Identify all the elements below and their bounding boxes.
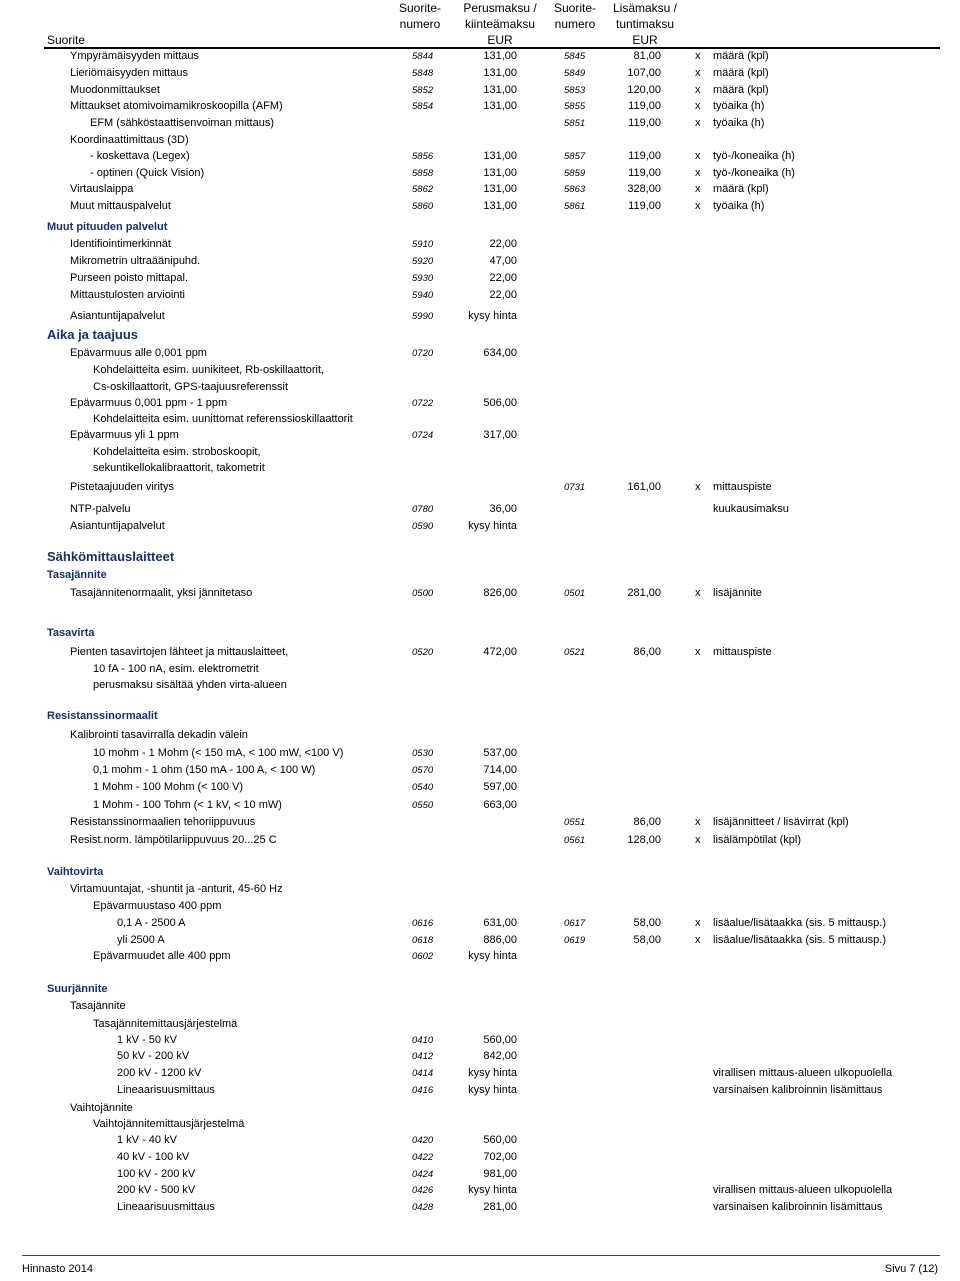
- table-row: [0, 727, 960, 744]
- row-base-price: 714,00: [483, 764, 517, 776]
- row-label: Asiantuntijapalvelut: [70, 310, 165, 322]
- row-multiplier: x: [695, 816, 701, 828]
- row-code-extra: 5859: [564, 168, 586, 179]
- table-row: [0, 181, 960, 198]
- row-multiplier: x: [695, 84, 701, 96]
- table-row: [0, 98, 960, 115]
- table-row: [0, 82, 960, 99]
- row-label: 10 mohm - 1 Mohm (< 150 mA, < 100 mW, <100 V): [93, 747, 344, 759]
- row-label: - koskettava (Legex): [90, 150, 190, 162]
- table-row: [0, 832, 960, 849]
- row-label: 0,1 A - 2500 A: [117, 917, 186, 929]
- row-label: Muodonmittaukset: [70, 84, 160, 96]
- row-unit: virallisen mittaus-alueen ulkopuolella: [713, 1184, 893, 1196]
- section-resistanssinormaalit: Resistanssinormaalit: [47, 710, 158, 722]
- row-label: Pienten tasavirtojen lähteet ja mittauslaitteet,: [70, 646, 289, 658]
- table-row: [0, 411, 960, 428]
- row-base-price: 47,00: [489, 255, 517, 267]
- table-row: [0, 814, 960, 831]
- table-row: [0, 644, 960, 661]
- row-code-base: 0780: [412, 504, 434, 515]
- row-base-price: 22,00: [489, 238, 517, 250]
- row-code-base: 0414: [412, 1068, 434, 1079]
- row-extra-price: 107,00: [627, 67, 661, 79]
- row-code-base: 0724: [412, 430, 434, 441]
- row-code-base: 5860: [412, 201, 434, 212]
- row-extra-price: 120,00: [627, 84, 661, 96]
- row-code-base: 0420: [412, 1135, 434, 1146]
- row-code-extra: 5849: [564, 68, 586, 79]
- section-tasavirta: Tasavirta: [47, 627, 95, 639]
- row-base-price: 506,00: [483, 397, 517, 409]
- row-base-price: kysy hinta: [468, 520, 517, 532]
- row-base-price: 886,00: [483, 934, 517, 946]
- row-code-extra: 5861: [564, 201, 586, 212]
- row-label: Pistetaajuuden viritys: [70, 481, 174, 493]
- table-row: [0, 585, 960, 602]
- row-extra-price: 119,00: [628, 200, 661, 212]
- row-extra-price: 328,00: [627, 183, 661, 195]
- row-code-base: 5940: [412, 290, 434, 301]
- row-unit: lisälämpötilat (kpl): [713, 834, 802, 846]
- row-code-base: 0602: [412, 951, 434, 962]
- section-tasajannite: Tasajännite: [47, 569, 107, 581]
- table-row: [0, 881, 960, 898]
- row-base-price: 981,00: [483, 1168, 517, 1180]
- row-code-base: 0618: [412, 935, 434, 946]
- row-unit: lisäalue/lisätaakka (sis. 5 mittausp.): [713, 917, 887, 929]
- row-code-base: 0500: [412, 588, 434, 599]
- row-base-price: 131,00: [483, 150, 517, 162]
- row-unit: määrä (kpl): [713, 50, 769, 62]
- row-base-price: 317,00: [483, 429, 517, 441]
- row-code-base: 5862: [412, 184, 434, 195]
- row-code-base: 0416: [412, 1085, 434, 1096]
- row-unit: työaika (h): [713, 200, 765, 212]
- table-row: [0, 362, 960, 379]
- row-extra-price: 58,00: [633, 934, 661, 946]
- col-header-code1-line1: Suorite-: [398, 1, 442, 15]
- row-label: Identifiointimerkinnät: [70, 238, 171, 250]
- table-row: [0, 236, 960, 253]
- row-base-price: 36,00: [489, 503, 517, 515]
- footer-divider: [22, 1255, 940, 1256]
- row-unit: virallisen mittaus-alueen ulkopuolella: [713, 1067, 893, 1079]
- row-label: 10 fA - 100 nA, esim. elektrometrit: [93, 663, 259, 675]
- row-code-base: 0520: [412, 647, 434, 658]
- row-label: Epävarmuudet alle 400 ppm: [93, 950, 231, 962]
- row-code-base: 5910: [412, 239, 434, 250]
- table-row: [0, 1100, 960, 1117]
- table-row: [0, 1116, 960, 1133]
- row-code-extra: 0731: [564, 482, 586, 493]
- row-label: Resistanssinormaalien tehoriippuvuus: [70, 816, 256, 828]
- table-row: [0, 395, 960, 412]
- row-label: 1 Mohm - 100 Mohm (< 100 V): [93, 781, 244, 793]
- row-extra-price: 281,00: [627, 587, 661, 599]
- row-multiplier: x: [695, 183, 701, 195]
- row-label: 0,1 mohm - 1 ohm (150 mA - 100 A, < 100 W): [93, 764, 316, 776]
- row-code-base: 0720: [412, 348, 434, 359]
- col-header-code1-line2: numero: [399, 17, 441, 31]
- row-base-price: 631,00: [483, 917, 517, 929]
- row-extra-price: 86,00: [633, 646, 661, 658]
- row-label: Virtauslaippa: [70, 183, 134, 195]
- row-label: Kohdelaitteita esim. stroboskoopit,: [93, 446, 261, 458]
- table-row: [0, 677, 960, 694]
- row-label: 40 kV - 100 kV: [117, 1151, 190, 1163]
- row-label: perusmaksu sisältää yhden virta-alueen: [93, 679, 287, 691]
- row-unit: lisäjännite: [713, 587, 762, 599]
- row-code-base: 5852: [412, 85, 434, 96]
- row-unit: varsinaisen kalibroinnin lisämittaus: [713, 1201, 883, 1213]
- table-row: [0, 797, 960, 814]
- row-code-extra: 0619: [564, 935, 586, 946]
- row-code-extra: 5853: [564, 85, 586, 96]
- row-base-price: 131,00: [483, 100, 517, 112]
- row-multiplier: x: [695, 150, 701, 162]
- table-row: [0, 270, 960, 287]
- table-row: [0, 460, 960, 477]
- row-multiplier: x: [695, 200, 701, 212]
- row-code-base: 0412: [412, 1051, 434, 1062]
- row-label: Mittaukset atomivoimamikroskoopilla (AFM): [70, 100, 283, 112]
- row-multiplier: x: [695, 834, 701, 846]
- row-unit: varsinaisen kalibroinnin lisämittaus: [713, 1084, 883, 1096]
- row-base-price: 131,00: [483, 50, 517, 62]
- table-row: [0, 287, 960, 304]
- col-header-code2-line2: numero: [554, 17, 596, 31]
- row-code-base: 0550: [412, 800, 434, 811]
- row-extra-price: 119,00: [628, 167, 661, 179]
- table-row: [0, 898, 960, 915]
- row-label: EFM (sähköstaattisenvoiman mittaus): [90, 117, 275, 129]
- row-unit: työ-/koneaika (h): [713, 150, 795, 162]
- table-row: [0, 65, 960, 82]
- row-code-base: 0616: [412, 918, 434, 929]
- row-code-base: 0426: [412, 1185, 434, 1196]
- row-code-base: 0590: [412, 521, 434, 532]
- row-label: 50 kV - 200 kV: [117, 1050, 190, 1062]
- col-header-extra-price: [600, 0, 690, 48]
- row-base-price: 131,00: [483, 200, 517, 212]
- row-base-price: 537,00: [483, 747, 517, 759]
- row-code-base: 0410: [412, 1035, 434, 1046]
- row-base-price: 560,00: [483, 1034, 517, 1046]
- row-base-price: kysy hinta: [468, 1084, 517, 1096]
- row-unit: mittauspiste: [713, 481, 772, 493]
- row-extra-price: 119,00: [628, 150, 661, 162]
- col-header-code2-line1: Suorite-: [553, 1, 597, 15]
- row-unit: mittauspiste: [713, 646, 772, 658]
- row-label: Vaihtojännite: [70, 1102, 133, 1114]
- table-row: [0, 132, 960, 149]
- table-row: [0, 115, 960, 132]
- row-label: Muut mittauspalvelut: [70, 200, 171, 212]
- row-code-extra: 0501: [564, 588, 586, 599]
- row-code-extra: 5851: [564, 118, 586, 129]
- section-muut-pituuden-palvelut: Muut pituuden palvelut: [47, 221, 168, 233]
- table-row: [0, 1166, 960, 1183]
- row-label: - optinen (Quick Vision): [90, 167, 205, 179]
- row-multiplier: x: [695, 67, 701, 79]
- row-base-price: kysy hinta: [468, 950, 517, 962]
- row-multiplier: x: [695, 117, 701, 129]
- col-header-code1: [385, 0, 455, 32]
- table-row: [0, 998, 960, 1015]
- table-row: [0, 1048, 960, 1065]
- row-label: Kalibrointi tasavirralla dekadin välein: [70, 729, 248, 741]
- table-row: [0, 762, 960, 779]
- col-header-base-price-line2: kiinteämaksu: [464, 17, 536, 31]
- table-row: [0, 379, 960, 396]
- col-header-suorite: Suorite: [47, 33, 86, 47]
- row-label: Purseen poisto mittapal.: [70, 272, 189, 284]
- col-header-base-price-line1: Perusmaksu /: [463, 1, 537, 15]
- row-label: yli 2500 A: [117, 934, 165, 946]
- row-unit: työ-/koneaika (h): [713, 167, 795, 179]
- row-code-base: 0424: [412, 1169, 434, 1180]
- row-code-base: 5990: [412, 311, 434, 322]
- col-header-base-price: [455, 0, 545, 48]
- row-label: Epävarmuus 0,001 ppm - 1 ppm: [70, 397, 228, 409]
- row-label: Kohdelaitteita esim. uunikiteet, Rb-oskillaattorit,: [93, 364, 325, 376]
- row-base-price: 663,00: [483, 799, 517, 811]
- row-label: 1 kV - 40 kV: [117, 1134, 177, 1146]
- row-extra-price: 81,00: [633, 50, 661, 62]
- table-row: [0, 915, 960, 932]
- row-label: Epävarmuus yli 1 ppm: [70, 429, 179, 441]
- row-label: Tasajännitemittausjärjestelmä: [93, 1018, 238, 1030]
- row-code-base: 5920: [412, 256, 434, 267]
- row-label: Koordinaattimittaus (3D): [70, 134, 189, 146]
- table-row: [0, 198, 960, 215]
- row-base-price: kysy hinta: [468, 1184, 517, 1196]
- table-row: [0, 1065, 960, 1082]
- row-label: Tasajännite: [70, 1000, 126, 1012]
- row-base-price: 702,00: [483, 1151, 517, 1163]
- row-unit: määrä (kpl): [713, 67, 769, 79]
- row-base-price: 634,00: [483, 347, 517, 359]
- row-extra-price: 119,00: [628, 117, 661, 129]
- row-label: Lineaarisuusmittaus: [117, 1084, 215, 1096]
- row-code-base: 5848: [412, 68, 434, 79]
- row-code-base: 0722: [412, 398, 434, 409]
- row-code-extra: 5863: [564, 184, 586, 195]
- table-row: [0, 148, 960, 165]
- row-label: Vaihtojännitemittausjärjestelmä: [93, 1118, 245, 1130]
- row-code-base: 0428: [412, 1202, 434, 1213]
- row-extra-price: 128,00: [627, 834, 661, 846]
- row-label: Lineaarisuusmittaus: [117, 1201, 215, 1213]
- table-row: [0, 1082, 960, 1099]
- row-code-base: 0570: [412, 765, 434, 776]
- row-label: NTP-palvelu: [70, 503, 131, 515]
- row-label: 200 kV - 1200 kV: [117, 1067, 202, 1079]
- row-label: Mittaustulosten arviointi: [70, 289, 185, 301]
- row-multiplier: x: [695, 917, 701, 929]
- row-code-base: 5856: [412, 151, 434, 162]
- table-row: [0, 745, 960, 762]
- row-base-price: kysy hinta: [468, 1067, 517, 1079]
- row-label: Asiantuntijapalvelut: [70, 520, 165, 532]
- row-label: Virtamuuntajat, -shuntit ja -anturit, 45-60 Hz: [70, 883, 283, 895]
- row-multiplier: x: [695, 50, 701, 62]
- row-label: Mikrometrin ultraäänipuhd.: [70, 255, 201, 267]
- footer-left: Hinnasto 2014: [22, 1263, 93, 1275]
- row-multiplier: x: [695, 646, 701, 658]
- table-row: [0, 427, 960, 444]
- row-unit: lisäalue/lisätaakka (sis. 5 mittausp.): [713, 934, 887, 946]
- row-extra-price: 58,00: [633, 917, 661, 929]
- row-code-extra: 0521: [564, 647, 586, 658]
- row-code-extra: 0617: [564, 918, 586, 929]
- row-base-price: 281,00: [483, 1201, 517, 1213]
- row-unit: kuukausimaksu: [713, 503, 789, 515]
- table-row: [0, 48, 960, 65]
- row-label: Kohdelaitteita esim. uunittomat referenssioskillaattorit: [93, 413, 353, 425]
- row-base-price: 22,00: [489, 289, 517, 301]
- table-row: [0, 165, 960, 182]
- row-code-extra: 5855: [564, 101, 586, 112]
- row-extra-price: 119,00: [628, 100, 661, 112]
- row-code-base: 0530: [412, 748, 434, 759]
- col-header-extra-price-line1: Lisämaksu /: [612, 1, 678, 15]
- row-label: Epävarmuustaso 400 ppm: [93, 900, 222, 912]
- row-code-extra: 5845: [564, 51, 586, 62]
- row-label: Ympyrämäisyyden mittaus: [70, 50, 199, 62]
- table-row: [0, 518, 960, 535]
- table-row: [0, 1149, 960, 1166]
- row-base-price: 560,00: [483, 1134, 517, 1146]
- row-code-base: 5854: [412, 101, 434, 112]
- row-multiplier: x: [695, 481, 701, 493]
- row-base-price: 131,00: [483, 67, 517, 79]
- row-label: 1 Mohm - 100 Tohm (< 1 kV, < 10 mW): [93, 799, 282, 811]
- row-multiplier: x: [695, 934, 701, 946]
- table-row: [0, 479, 960, 496]
- row-unit: työaika (h): [713, 100, 765, 112]
- row-label: 1 kV - 50 kV: [117, 1034, 177, 1046]
- table-row: [0, 501, 960, 518]
- row-label: Lieriömäisyyden mittaus: [70, 67, 188, 79]
- row-code-base: 5930: [412, 273, 434, 284]
- row-code-extra: 0561: [564, 835, 586, 846]
- row-code-base: 0540: [412, 782, 434, 793]
- row-base-price: 842,00: [483, 1050, 517, 1062]
- table-row: [0, 779, 960, 796]
- row-label: Resist.norm. lämpötilariippuvuus 20...25 C: [70, 834, 277, 846]
- row-label: Tasajännitenormaalit, yksi jännitetaso: [70, 587, 253, 599]
- table-row: [0, 1132, 960, 1149]
- row-base-price: 472,00: [483, 646, 517, 658]
- row-label: sekuntikellokalibraattorit, takometrit: [93, 462, 265, 474]
- section-vaihtovirta: Vaihtovirta: [47, 866, 104, 878]
- section-sahkomittauslaitteet: Sähkömittauslaitteet: [47, 549, 175, 564]
- row-code-extra: 5857: [564, 151, 586, 162]
- row-code-base: 0422: [412, 1152, 434, 1163]
- row-multiplier: x: [695, 100, 701, 112]
- table-row: [0, 1182, 960, 1199]
- table-row: [0, 253, 960, 270]
- table-row: [0, 308, 960, 325]
- row-code-extra: 0551: [564, 817, 586, 828]
- row-unit: työaika (h): [713, 117, 765, 129]
- row-base-price: 131,00: [483, 167, 517, 179]
- table-row: [0, 444, 960, 461]
- table-row: [0, 1032, 960, 1049]
- col-header-extra-price-line3: EUR: [632, 33, 658, 47]
- table-row: [0, 345, 960, 362]
- row-label: 200 kV - 500 kV: [117, 1184, 196, 1196]
- row-label: Epävarmuus alle 0,001 ppm: [70, 347, 207, 359]
- row-base-price: 131,00: [483, 84, 517, 96]
- row-code-base: 5844: [412, 51, 434, 62]
- col-header-base-price-line3: EUR: [487, 33, 513, 47]
- row-unit: määrä (kpl): [713, 183, 769, 195]
- col-header-extra-price-line2: tuntimaksu: [615, 17, 675, 31]
- section-suurjannite: Suurjännite: [47, 983, 108, 995]
- table-row: [0, 932, 960, 949]
- row-label: Cs-oskillaattorit, GPS-taajuusreferenssit: [93, 381, 289, 393]
- row-label: 100 kV - 200 kV: [117, 1168, 196, 1180]
- row-multiplier: x: [695, 587, 701, 599]
- row-extra-price: 86,00: [633, 816, 661, 828]
- table-row: [0, 1016, 960, 1033]
- row-multiplier: x: [695, 167, 701, 179]
- row-base-price: 826,00: [483, 587, 517, 599]
- row-base-price: 131,00: [483, 183, 517, 195]
- table-row: [0, 1199, 960, 1216]
- section-aika-ja-taajuus: Aika ja taajuus: [47, 327, 139, 342]
- footer-right: Sivu 7 (12): [884, 1263, 938, 1275]
- row-unit: määrä (kpl): [713, 84, 769, 96]
- row-base-price: 597,00: [483, 781, 517, 793]
- row-base-price: 22,00: [489, 272, 517, 284]
- table-row: [0, 661, 960, 678]
- table-row: [0, 948, 960, 965]
- row-extra-price: 161,00: [627, 481, 661, 493]
- row-base-price: kysy hinta: [468, 310, 517, 322]
- row-unit: lisäjännitteet / lisävirrat (kpl): [713, 816, 849, 828]
- row-code-base: 5858: [412, 168, 434, 179]
